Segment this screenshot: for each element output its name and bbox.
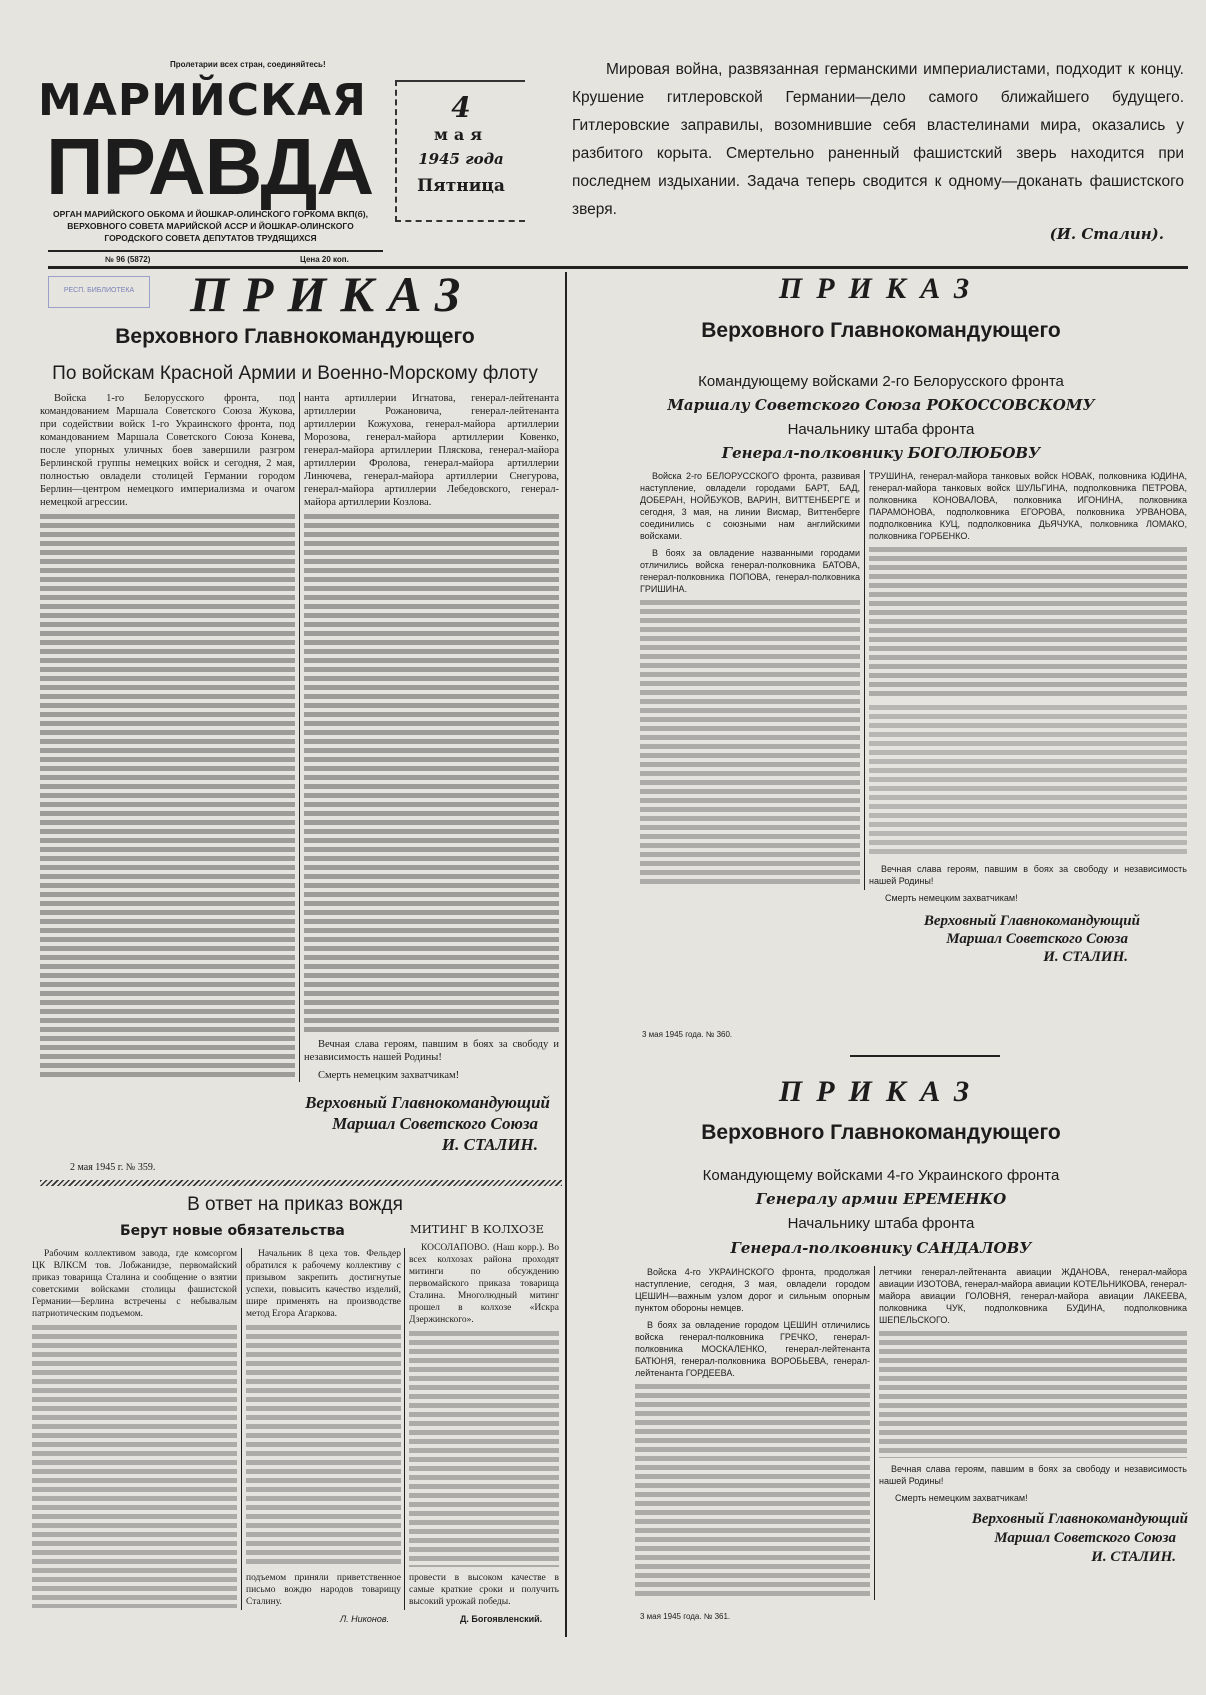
response-heading: В ответ на приказ вождя xyxy=(187,1194,403,1215)
order2-col1-text: Войска 2-го БЕЛОРУССКОГО фронта, развивая наступление, овладели городами БАРТ, БАД, ДОБЕРАН, НОЙБУКОВ, ВАРИН, ВИТТЕНБЕРГЕ и сегодня, 3 мая, на линии Висмар, Виттенберге соединились с союзными нам английскими войсками. xyxy=(640,471,860,541)
order1-sig2: Маршал Советского Союза xyxy=(332,1114,538,1133)
order3-addr2: Генералу армии ЕРЕМЕНКО xyxy=(755,1190,1007,1208)
order2-col1-p2: В боях за овладение названными городами отличились войска генерал-полковника БАТОВА, генерал-полковника ПОПОВА, генерал-полковника ГРИШИНА. xyxy=(640,548,860,594)
order2-addr1: Командующему войсками 2-го Белорусского фронта xyxy=(698,373,1064,390)
order1-col1-text: Войска 1-го Белорусского фронта, под командованием Маршала Советского Союза Жукова, при содействии войск 1-го Украинского фронта, под командованием Маршала Советского Союза Конева, после упорных уличных боев завершили разгром Берлинской группы немецких войск и сегодня, 2 мая, полностью овладели столицей Германии городом Берлин—центром немецкого империализма и очагом немецкой агрессии. xyxy=(40,393,295,508)
article1-col1 xyxy=(32,1248,237,1608)
article2-title: МИТИНГ В КОЛХОЗЕ xyxy=(410,1222,545,1236)
order2-addr2: Маршалу Советского Союза РОКОССОВСКОМУ xyxy=(667,396,1095,414)
order3-col1 xyxy=(635,1266,870,1600)
order3-addr1: Командующему войсками 4-го Украинского фронта xyxy=(702,1167,1060,1184)
article2-col xyxy=(409,1242,559,1608)
article1-col2-lines xyxy=(246,1325,401,1567)
order2-col2-lines xyxy=(869,547,1187,700)
article2-end: провести в высоком качестве в самые краткие сроки и получить высокий урожай победы. xyxy=(409,1573,559,1607)
date-weekday: Пятница xyxy=(417,176,505,196)
title-line2: ПРАВДА xyxy=(46,122,374,211)
order3-col2-lines xyxy=(879,1331,1187,1458)
article1-col1-lines xyxy=(32,1325,237,1608)
title-line1: МАРИЙСКАЯ xyxy=(38,75,367,126)
order1-subtitle: Верховного Главнокомандующего xyxy=(115,325,475,348)
article2-lines xyxy=(409,1331,559,1567)
slogan: Пролетарии всех стран, соединяйтесь! xyxy=(170,60,326,69)
order3-number: 3 мая 1945 года. № 361. xyxy=(640,1612,731,1621)
stalin-quote: Мировая война, развязанная германскими империалистами, подходит к концу. Крушение гитлеровской Германии—дело самого ближайшего будущего. Гитлеровские заправилы, возомнившие себя властелинами мира, оказались у разбитого корыта. Смертельно раненный фашистский зверь находится при последнем издыхании. Задача теперь сводится к одному—доканать фашистского зверя. xyxy=(572,61,1184,218)
order1-title: ПРИКАЗ xyxy=(190,266,475,322)
order3-addr3: Начальнику штаба фронта xyxy=(787,1215,975,1232)
organ-statement: ОРГАН МАРИЙСКОГО ОБКОМА И ЙОШКАР-ОЛИНСКОГО ГОРКОМА ВКП(б), ВЕРХОВНОГО СОВЕТА МАРИЙСКОЙ АССР И ЙОШКАР-ОЛИНСКОГО ГОРОДСКОГО СОВЕТА ДЕПУТАТОВ ТРУДЯЩИХСЯ xyxy=(53,209,368,243)
order2-col1 xyxy=(640,470,860,888)
order3-closing2: Смерть немецким захватчикам! xyxy=(895,1493,1028,1503)
article1-title: Берут новые обязательства xyxy=(120,1223,345,1239)
order1-col1 xyxy=(40,392,295,1080)
order3-col2-text: летчики генерал-лейтенанта авиации ЖДАНОВА, генерал-майора авиации ИЗОТОВА, генерал-майора авиации КОТЕЛЬНИКОВА, генерал-майора авиации ГОЛОВНЯ, генерал-майора авиации ЛАКЕЕВА, полковника ЧУК, подполковника БУДИНА, подполковника ШЕПЕЛЬСКОГО. xyxy=(879,1267,1187,1325)
price: Цена 20 коп. xyxy=(300,255,349,264)
order3-closing: Вечная слава героям, павшим в боях за свободу и независимость нашей Родины! xyxy=(879,1464,1187,1486)
order1-number: 2 мая 1945 г. № 359. xyxy=(70,1162,156,1173)
order1-col2 xyxy=(304,392,559,1082)
date-day: 4 xyxy=(451,91,471,124)
order1-closing2: Смерть немецким захватчикам! xyxy=(318,1070,460,1081)
order3-subtitle: Верховного Главнокомандующего xyxy=(701,1121,1061,1144)
order2-col1-lines xyxy=(640,600,860,888)
article1-end: подъемом приняли приветственное письмо вождю народов товарищу Сталину. xyxy=(246,1573,401,1607)
order3-sig2: Маршал Советского Союза xyxy=(994,1530,1176,1546)
order3-sig1: Верховный Главнокомандующий xyxy=(971,1511,1188,1527)
order2-addr4: Генерал-полковнику БОГОЛЮБОВУ xyxy=(721,444,1041,462)
order2-title: ПРИКАЗ xyxy=(778,272,984,305)
order1-col1-lines xyxy=(40,514,295,1080)
date-year: 1945 года xyxy=(418,150,504,168)
order3-sig3: И. СТАЛИН. xyxy=(1091,1549,1176,1565)
article2-author: Д. Богоявленский. xyxy=(460,1614,543,1624)
order3-col1-text: Войска 4-го УКРАИНСКОГО фронта, продолжая наступление, сегодня, 3 мая, овладели городом ЦЕШИН—важным узлом дорог и сильным опорным пунктом обороны немцев. xyxy=(635,1267,870,1313)
order1-sig3: И. СТАЛИН. xyxy=(441,1135,538,1154)
order2-sig3: И. СТАЛИН. xyxy=(1043,949,1128,965)
order2-closing2: Смерть немецким захватчикам! xyxy=(885,893,1018,903)
order3-col1-p2: В боях за овладение городом ЦЕШИН отличились войска генерал-полковника ГРЕЧКО, генерал-полковника МОСКАЛЕНКО, генерал-лейтенанта БАТЮНЯ, генерал-полковника ВОРОБЬЕВА, генерал-лейтенанта ГОРДЕЕВА. xyxy=(635,1320,870,1378)
order1-closing: Вечная слава героям, павшим в боях за свободу и независимость нашей Родины! xyxy=(304,1039,559,1063)
issue-number: № 96 (5872) xyxy=(105,255,151,264)
order1-sig1: Верховный Главнокомандующий xyxy=(305,1093,550,1112)
order1-col2-lines xyxy=(304,514,559,1033)
article1-col2-text: Начальник 8 цеха тов. Фельдер обратился к рабочему коллективу с призывом закрепить достигнутые успехи, повысить качество изделий, шире применять на производстве метод Егора Агаркова. xyxy=(246,1249,401,1319)
order2-col2 xyxy=(869,470,1187,904)
order3-addr4: Генерал-полковнику САНДАЛОВУ xyxy=(730,1239,1032,1257)
date-box xyxy=(395,80,525,222)
order2-sig1: Верховный Главнокомандующий xyxy=(923,913,1140,929)
order2-col2-text: ТРУШИНА, генерал-майора танковых войск НОВАК, полковника ЮДИНА, генерал-майора танковых войск ШУЛЬГИНА, подполковника ПЕТРОВА, полковника КОНОВАЛОВА, полковника ИГОНИНА, полковника ПАРАМОНОВА, подполковника ЕГОРОВА, полковника УРВАНОВА, подполковника КУЦ, подполковника ДЬЯЧУКА, полковника ЛОМАКО, полковника ГОРБЕНКО. xyxy=(869,471,1187,541)
article1-author: Л. Никонов. xyxy=(340,1614,390,1624)
order3-title: ПРИКАЗ xyxy=(778,1075,984,1108)
order2-subtitle: Верховного Главнокомандующего xyxy=(701,319,1061,342)
order2-sig2: Маршал Советского Союза xyxy=(946,931,1128,947)
order2-closing: Вечная слава героям, павшим в боях за свободу и независимость нашей Родины! xyxy=(869,864,1187,886)
order2-addr3: Начальнику штаба фронта xyxy=(787,421,975,438)
quote-author: (И. Сталин). xyxy=(1049,225,1164,243)
quote-block xyxy=(572,56,1184,244)
order2-number: 3 мая 1945 года. № 360. xyxy=(642,1030,733,1039)
article1-text: Рабочим коллективом завода, где комсоргом ЦК ВЛКСМ тов. Лобжанидзе, первомайский приказ товарища Сталина и сообщение о взятии советскими войсками столицы фашистской Германии—Берлина встречены с небывалым патриотическим подъемом. xyxy=(32,1249,237,1319)
order1-addressee: По войскам Красной Армии и Военно-Морскому флоту xyxy=(52,363,538,384)
order2-col2-lines2 xyxy=(869,705,1187,858)
date-month: мая xyxy=(433,125,489,144)
order3-col1-lines xyxy=(635,1384,870,1600)
article1-col2 xyxy=(246,1248,401,1608)
order1-col2-text: нанта артиллерии Игнатова, генерал-лейтенанта артиллерии Рожановича, генерал-лейтенанта артиллерии Кожухова, генерал-майора артиллерии Морозова, генерал-майора артиллерии Ковенко, генерал-майора артиллерии Пляскова, генерал-майора артиллерии Фролова, генерал-майора артиллерии Линючева, генерал-майора артиллерии Снегурова, генерал-майора артиллерии Лебедовского, генерал-майора артиллерии Козлова. xyxy=(304,393,559,508)
article2-text: КОСОЛАПОВО. (Наш корр.). Во всех колхозах района проходят митинги по обсуждению первомайского приказа товарища Сталина. Многолюдный митинг прошел в колхозе «Искра Дзержинского». xyxy=(409,1243,559,1325)
order3-col2 xyxy=(879,1266,1187,1504)
library-stamp: РЕСП. БИБЛИОТЕКА xyxy=(48,276,150,308)
